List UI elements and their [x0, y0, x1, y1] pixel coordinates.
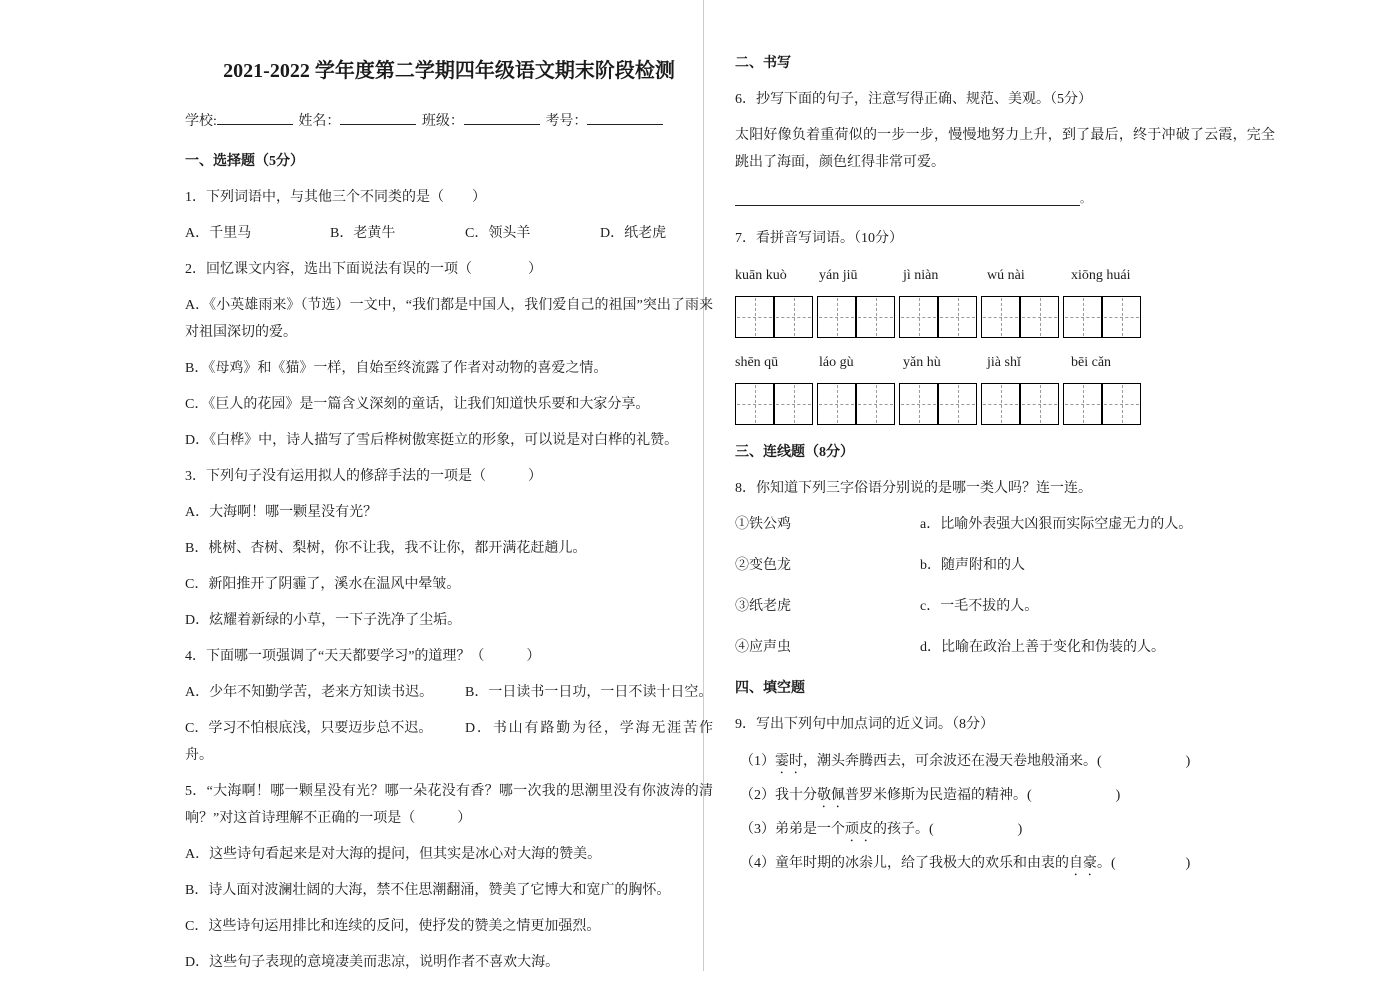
q9-item-1-post: ，潮头奔腾西去，可余波还在漫天卷地般涌来。 — [803, 754, 1097, 769]
q1-option-c: C．领头羊 — [465, 226, 531, 241]
q9-item-2-answer-blank: ( ) — [1027, 788, 1121, 803]
q3-stem: 3．下列句子没有运用拟人的修辞手法的一项是（ ） — [185, 469, 542, 484]
q1-option-b: B．老黄牛 — [330, 226, 396, 241]
q6-answer-line — [735, 186, 1275, 216]
q5-option-d: D．这些句子表现的意境凄美而悲凉，说明作者不喜欢大海。 — [185, 955, 560, 970]
q8-term-3: ③纸老虎 — [735, 599, 791, 614]
q3-option-c: C．新阳推开了阴霾了，溪水在温风中晕皱。 — [185, 577, 461, 592]
q1-option-d: D．纸老虎 — [600, 226, 667, 241]
writing-grid-cell — [773, 297, 812, 337]
class-blank — [464, 109, 540, 125]
q4-option-d: D．书山有路勤为径，学海无涯苦作舟。 — [185, 721, 713, 763]
name-blank — [340, 109, 416, 125]
writing-grid-group — [1063, 383, 1141, 425]
q8-pair-3 — [735, 593, 1275, 620]
q7-pinyin-row1 — [735, 265, 1275, 287]
writing-grid-group — [735, 383, 813, 425]
left-column — [185, 56, 713, 985]
q9-item-4-dotted-word: 自豪 — [1069, 856, 1097, 871]
writing-grid-cell — [1101, 297, 1140, 337]
writing-grid-cell — [855, 384, 894, 424]
writing-grid-cell — [1019, 297, 1058, 337]
q6-answer-blank — [735, 189, 1080, 206]
q9-item-3 — [735, 815, 1275, 845]
writing-grid-group — [981, 383, 1059, 425]
writing-grid-cell — [982, 297, 1019, 337]
q8-term-4: ④应声虫 — [735, 640, 791, 655]
q8-term-2: ②变色龙 — [735, 558, 791, 573]
pinyin-beican: bēi cǎn — [1071, 355, 1112, 370]
pinyin-shenqu: shēn qū — [735, 355, 779, 370]
pinyin-yanhu: yǎn hù — [903, 355, 941, 370]
q8-desc-c: c．一毛不拔的人。 — [920, 599, 1039, 614]
q2-option-c: C．《巨人的花园》是一篇含义深刻的童话，让我们知道快乐要和大家分享。 — [185, 397, 650, 412]
q9-item-1-answer-blank: ( ) — [1097, 754, 1191, 769]
writing-grid-cell — [982, 384, 1019, 424]
writing-grid-group — [981, 296, 1059, 338]
field-label-school: 学校: — [185, 114, 217, 129]
section-2-title: 二、书写 — [735, 56, 791, 71]
pinyin-laogu: láo gù — [819, 355, 854, 370]
q2-stem: 2．回忆课文内容，选出下面说法有误的一项（ ） — [185, 262, 542, 277]
q9-item-1-pre: （1） — [740, 754, 775, 769]
q3-option-a: A．大海啊！哪一颗星没有光？ — [185, 505, 378, 520]
q4-stem: 4．下面哪一项强调了“天天都要学习”的道理？（ ） — [185, 649, 541, 664]
writing-grid-cell — [736, 384, 773, 424]
q9-item-3-dotted-word: 顽皮 — [845, 822, 873, 837]
school-blank — [217, 109, 293, 125]
field-label-class: 班级： — [421, 114, 464, 129]
q6-blank-suffix: 。 — [1080, 193, 1091, 205]
q3-option-d: D．炫耀着新绿的小草，一下子洗净了尘垢。 — [185, 613, 462, 628]
writing-grid-group — [817, 383, 895, 425]
q2-option-a: A．《小英雄雨来》（节选）一文中，“我们都是中国人，我们爱自己的祖国”突出了雨来对祖国深切的爱。 — [185, 298, 713, 340]
q5-stem: 5．“大海啊！哪一颗星没有光？哪一朵花没有香？哪一次我的思潮里没有你波涛的清响？”对这首诗理解不正确的一项是（ ） — [185, 784, 713, 826]
q9-item-4 — [735, 849, 1275, 879]
writing-grid-group — [817, 296, 895, 338]
q9-item-3-answer-blank: ( ) — [929, 822, 1023, 837]
q9-stem: 9．写出下列句中加点词的近义词。（8分） — [735, 717, 994, 732]
q6-sentence: 太阳好像负着重荷似的一步一步，慢慢地努力上升，到了最后，终于冲破了云霞，完全跳出了海面，颜色红得非常可爱。 — [735, 128, 1275, 170]
examno-blank — [587, 109, 663, 125]
writing-grid-cell — [1101, 384, 1140, 424]
writing-grid-cell — [773, 384, 812, 424]
q1-options — [185, 220, 713, 247]
right-column — [735, 50, 1275, 883]
q2-option-b: B．《母鸡》和《猫》一样，自始至终流露了作者对动物的喜爱之情。 — [185, 361, 608, 376]
writing-grid-cell — [900, 297, 937, 337]
q6-stem: 6．抄写下面的句子，注意写得正确、规范、美观。（5分） — [735, 92, 1092, 107]
writing-grid-cell — [818, 297, 855, 337]
q4-options-row2 — [185, 715, 713, 769]
section-3-title: 三、连线题（8分） — [735, 445, 854, 460]
page-title: 2021-2022 学年度第二学期四年级语文期末阶段检测 — [223, 60, 675, 82]
writing-grid-cell — [818, 384, 855, 424]
section-1-title: 一、选择题（5分） — [185, 154, 304, 169]
q9-item-4-pre: （4）童年时期的冰尜儿，给了我极大的欢乐和由衷的 — [740, 856, 1069, 871]
field-label-examno: 考号： — [545, 114, 588, 129]
q8-pair-4 — [735, 634, 1275, 661]
q9-item-2 — [735, 781, 1275, 811]
q8-term-1: ①铁公鸡 — [735, 517, 791, 532]
writing-grid-row1 — [735, 296, 1275, 338]
field-label-name: 姓名： — [298, 114, 341, 129]
q9-item-2-dotted-word: 敬佩 — [817, 788, 845, 803]
q9-item-3-post: 的孩子。 — [873, 822, 929, 837]
q4-option-b: B．一日读书一日功，一日不读十日空。 — [465, 685, 713, 700]
writing-grid-cell — [1064, 297, 1101, 337]
pinyin-xionghuai: xiōng huái — [1071, 268, 1131, 283]
q5-option-b: B．诗人面对波澜壮阔的大海，禁不住思潮翻涌，赞美了它博大和宽广的胸怀。 — [185, 883, 671, 898]
writing-grid-cell — [937, 384, 976, 424]
writing-grid-cell — [937, 297, 976, 337]
q9-item-1 — [735, 747, 1275, 777]
q4-option-a: A．少年不知勤学苦，老来方知读书迟。 — [185, 685, 434, 700]
q4-option-c: C．学习不怕根底浅，只要迈步总不迟。 — [185, 721, 433, 736]
q9-item-1-dotted-word: 霎时 — [775, 754, 803, 769]
writing-grid-group — [1063, 296, 1141, 338]
student-info-line — [185, 108, 713, 135]
q3-option-b: B．桃树、杏树、梨树，你不让我，我不让你，都开满花赶趟儿。 — [185, 541, 587, 556]
pinyin-kuankuo: kuān kuò — [735, 268, 787, 283]
writing-grid-cell — [736, 297, 773, 337]
q5-option-c: C．这些诗句运用排比和连续的反问，使抒发的赞美之情更加强烈。 — [185, 919, 601, 934]
q8-desc-d: d．比喻在政治上善于变化和伪装的人。 — [920, 640, 1165, 655]
writing-grid-cell — [900, 384, 937, 424]
q4-options-row1 — [185, 679, 713, 706]
q8-desc-a: a．比喻外表强大凶狠而实际空虚无力的人。 — [920, 517, 1193, 532]
q7-stem: 7．看拼音写词语。（10分） — [735, 231, 903, 246]
q9-item-3-pre: （3）弟弟是一个 — [740, 822, 845, 837]
writing-grid-cell — [855, 297, 894, 337]
q9-item-2-pre: （2）我十分 — [740, 788, 817, 803]
q9-item-2-post: 普罗米修斯为民造福的精神。 — [845, 788, 1027, 803]
q1-stem: 1．下列词语中，与其他三个不同类的是（ ） — [185, 190, 486, 205]
q9-item-4-answer-blank: ( ) — [1111, 856, 1191, 871]
q8-desc-b: b．随声附和的人 — [920, 558, 1025, 573]
pinyin-yanjiu: yán jiū — [819, 268, 858, 283]
pinyin-wunai: wú nài — [987, 268, 1025, 283]
q8-stem: 8．你知道下列三字俗语分别说的是哪一类人吗？连一连。 — [735, 481, 1092, 496]
q9-item-4-post: 。 — [1097, 856, 1111, 871]
writing-grid-row2 — [735, 383, 1275, 425]
q7-pinyin-row2 — [735, 352, 1275, 374]
q8-pair-1 — [735, 511, 1275, 538]
q2-option-d: D．《白桦》中，诗人描写了雪后桦树傲寒挺立的形象，可以说是对白桦的礼赞。 — [185, 433, 679, 448]
q5-option-a: A．这些诗句看起来是对大海的提问，但其实是冰心对大海的赞美。 — [185, 847, 602, 862]
writing-grid-group — [899, 383, 977, 425]
writing-grid-cell — [1019, 384, 1058, 424]
pinyin-jiashi: jià shǐ — [987, 355, 1021, 370]
q8-pair-2 — [735, 552, 1275, 579]
pinyin-jinian: jì niàn — [903, 268, 939, 283]
writing-grid-cell — [1064, 384, 1101, 424]
writing-grid-group — [735, 296, 813, 338]
writing-grid-group — [899, 296, 977, 338]
section-4-title: 四、填空题 — [735, 681, 805, 696]
q1-option-a: A．千里马 — [185, 226, 252, 241]
